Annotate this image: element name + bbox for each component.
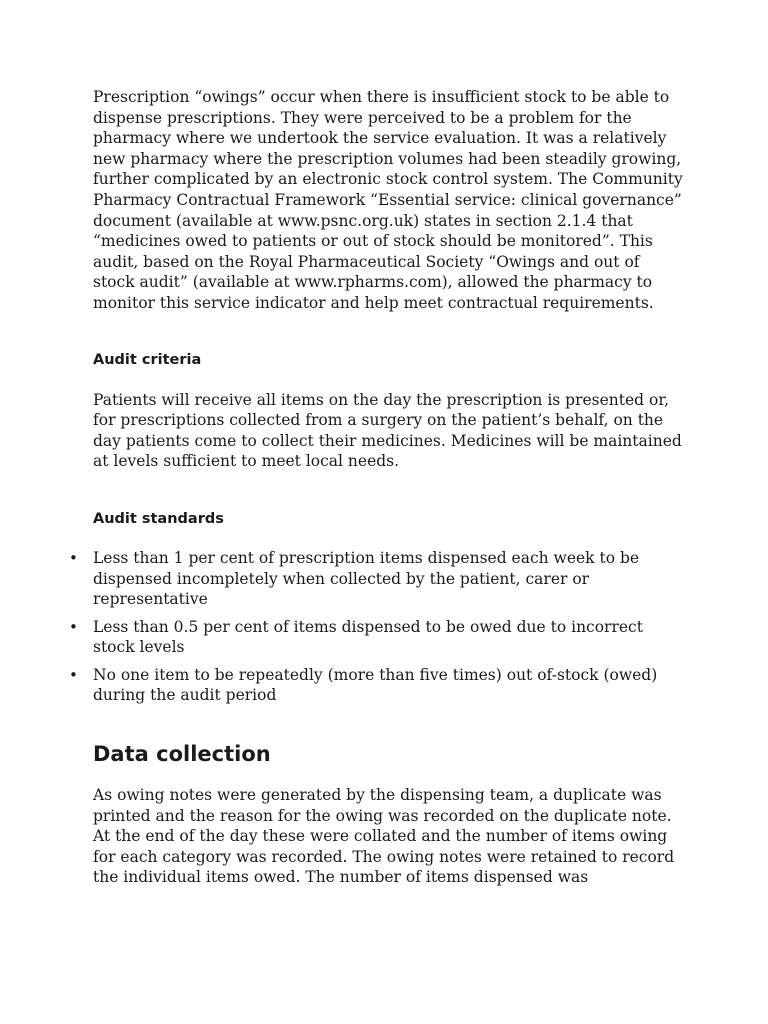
list-item: [69, 548, 683, 610]
list-item: [69, 617, 683, 658]
data-collection-heading: Data collection: [93, 742, 271, 767]
audit-standards-list: [69, 548, 683, 706]
list-item-text: Less than 0.5 per cent of items dispensed to be owed due to incorrect stock levels: [93, 617, 643, 657]
list-item: [69, 665, 683, 706]
audit-standards-heading: Audit standards: [93, 510, 224, 527]
data-collection-paragraph: As owing notes were generated by the dispensing team, a duplicate was printed and the reason for the owing was recorded on the duplicate note. At the end of the day these were collated and the number of items owing for each category was recorded. The owing notes were retained to record the individual items owed. The number of items dispensed was: [93, 786, 675, 887]
bullet-icon: •: [69, 548, 78, 567]
audit-criteria-paragraph: Patients will receive all items on the day the prescription is presented or, for prescriptions collected from a surgery on the patient’s behalf, on the day patients come to collect their medicines. Medicines will be maintained at levels sufficient to meet local needs.: [93, 390, 682, 471]
list-item-text: Less than 1 per cent of prescription items dispensed each week to be dispensed incompletely when collected by the patient, carer or representative: [93, 548, 640, 609]
bullet-icon: •: [69, 665, 78, 684]
intro-paragraph: Prescription “owings” occur when there is insufficient stock to be able to dispense prescriptions. They were perceived to be a problem for the pharmacy where we undertook the service evaluation. It was a relatively new pharmacy where the prescription volumes had been steadily growing, further complicated by an electronic stock control system. The Community Pharmacy Contractual Framework “Essential service: clinical governance” document (available at www.psnc.org.uk) states in section 2.1.4 that “medicines owed to patients or out of stock should be monitored”. This audit, based on the Royal Pharmaceutical Society “Owings and out of stock audit” (available at www.rpharms.com), allowed the pharmacy to monitor this service indicator and help meet contractual requirements.: [93, 88, 683, 312]
audit-criteria-heading: Audit criteria: [93, 351, 202, 368]
bullet-icon: •: [69, 617, 78, 636]
document-page: [69, 87, 683, 888]
list-item-text: No one item to be repeatedly (more than five times) out of-stock (owed) during the audit period: [93, 665, 658, 705]
